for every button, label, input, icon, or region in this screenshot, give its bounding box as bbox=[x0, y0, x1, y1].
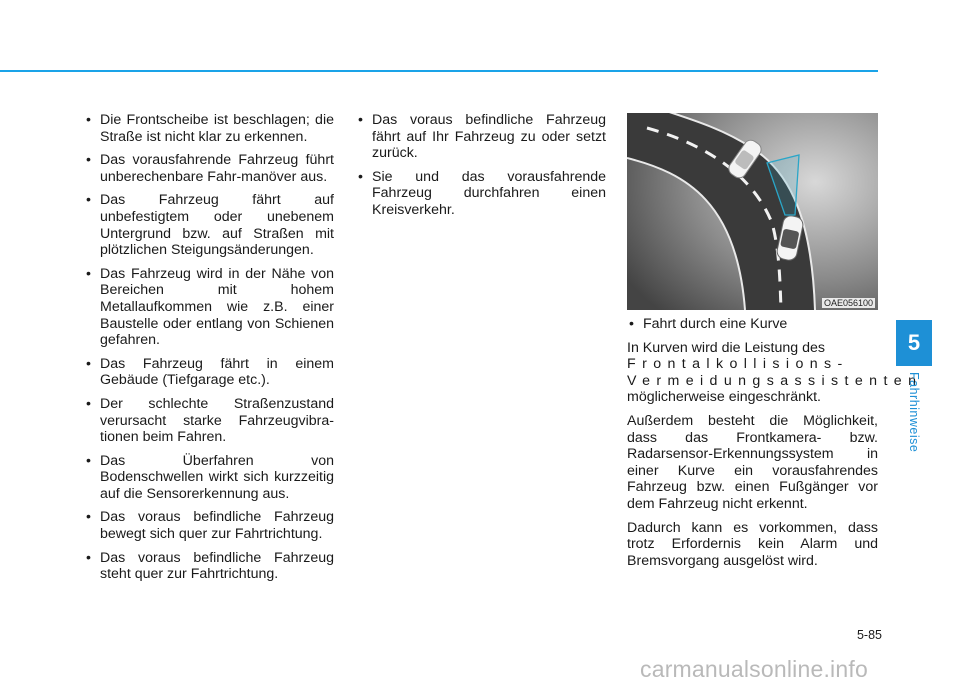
watermark: carmanualsonline.info bbox=[640, 656, 868, 682]
chapter-title: Fahrhinweise bbox=[907, 372, 921, 453]
list-item: • Die Frontscheibe ist beschlagen; die Straße ist nicht klar zu erkennen. bbox=[84, 112, 334, 145]
curve-road-graphic bbox=[627, 113, 878, 310]
spaced-word: Frontalkollisions- bbox=[627, 356, 849, 373]
list-item: • Fahrt durch eine Kurve bbox=[627, 316, 878, 333]
paragraph-text: möglicherweise eingeschränkt. bbox=[627, 389, 821, 406]
list-item: • Das Überfahren von Bodenschwellen wirkt sich kurzzeitig auf die Sensorerkennung aus. bbox=[84, 453, 334, 503]
chapter-number-tab: 5 bbox=[896, 320, 932, 366]
list-item: • Das Fahrzeug wird in der Nähe von Bereichen mit hohem Metallaufkommen wie z.B. einer Baustelle oder entlang von Schienen gefahren. bbox=[84, 266, 334, 349]
page-number: 5-85 bbox=[856, 628, 882, 642]
bullet-list-1 bbox=[84, 112, 334, 583]
list-item: • Das voraus befindliche Fahrzeug fährt auf Ihr Fahrzeug zu oder setzt zurück. bbox=[356, 112, 606, 162]
paragraph-detection: Außerdem besteht die Möglichkeit, dass das Frontkamera- bzw. Radarsensor-Erkennungssystem in einer Kurve ein vorausfahrendes Fahrzeug bzw. einen Fußgänger vor dem Fahrzeug nicht erkennt. bbox=[627, 412, 878, 512]
list-item: • Das Fahrzeug fährt in einem Gebäude (Tiefgarage etc.). bbox=[84, 356, 334, 389]
column-2 bbox=[356, 112, 606, 226]
bullet-list-2 bbox=[356, 112, 606, 219]
header-rule bbox=[0, 70, 878, 72]
list-item: • Der schlechte Straßenzustand verursacht starke Fahrzeugvibra-tionen beim Fahren. bbox=[84, 396, 334, 446]
column-1 bbox=[84, 112, 334, 590]
paragraph-text: In Kurven wird die Leistung des bbox=[627, 339, 825, 356]
bullet-list-3 bbox=[627, 316, 878, 333]
list-item: • Das vorausfahrende Fahrzeug führt unberechenbare Fahr-manöver aus. bbox=[84, 152, 334, 185]
list-item: • Das Fahrzeug fährt auf unbefestigtem oder unebenem Untergrund bzw. auf Straßen mit plötzlichen Steigungsänderungen. bbox=[84, 192, 334, 258]
list-item: • Sie und das vorausfahrende Fahrzeug durchfahren einen Kreisverkehr. bbox=[356, 169, 606, 219]
paragraph-no-alarm: Dadurch kann es vorkommen, dass trotz Erfordernis kein Alarm und Bremsvorgang ausgelöst wird. bbox=[627, 519, 878, 569]
curve-illustration bbox=[627, 113, 878, 310]
spaced-word: Vermeidungsassistenten bbox=[627, 372, 923, 389]
figure-code: OAE056100 bbox=[823, 298, 873, 308]
paragraph-curve-performance bbox=[627, 339, 923, 406]
list-item: • Das voraus befindliche Fahrzeug bewegt sich quer zur Fahrtrichtung. bbox=[84, 509, 334, 542]
list-item: • Das voraus befindliche Fahrzeug steht quer zur Fahrtrichtung. bbox=[84, 550, 334, 583]
